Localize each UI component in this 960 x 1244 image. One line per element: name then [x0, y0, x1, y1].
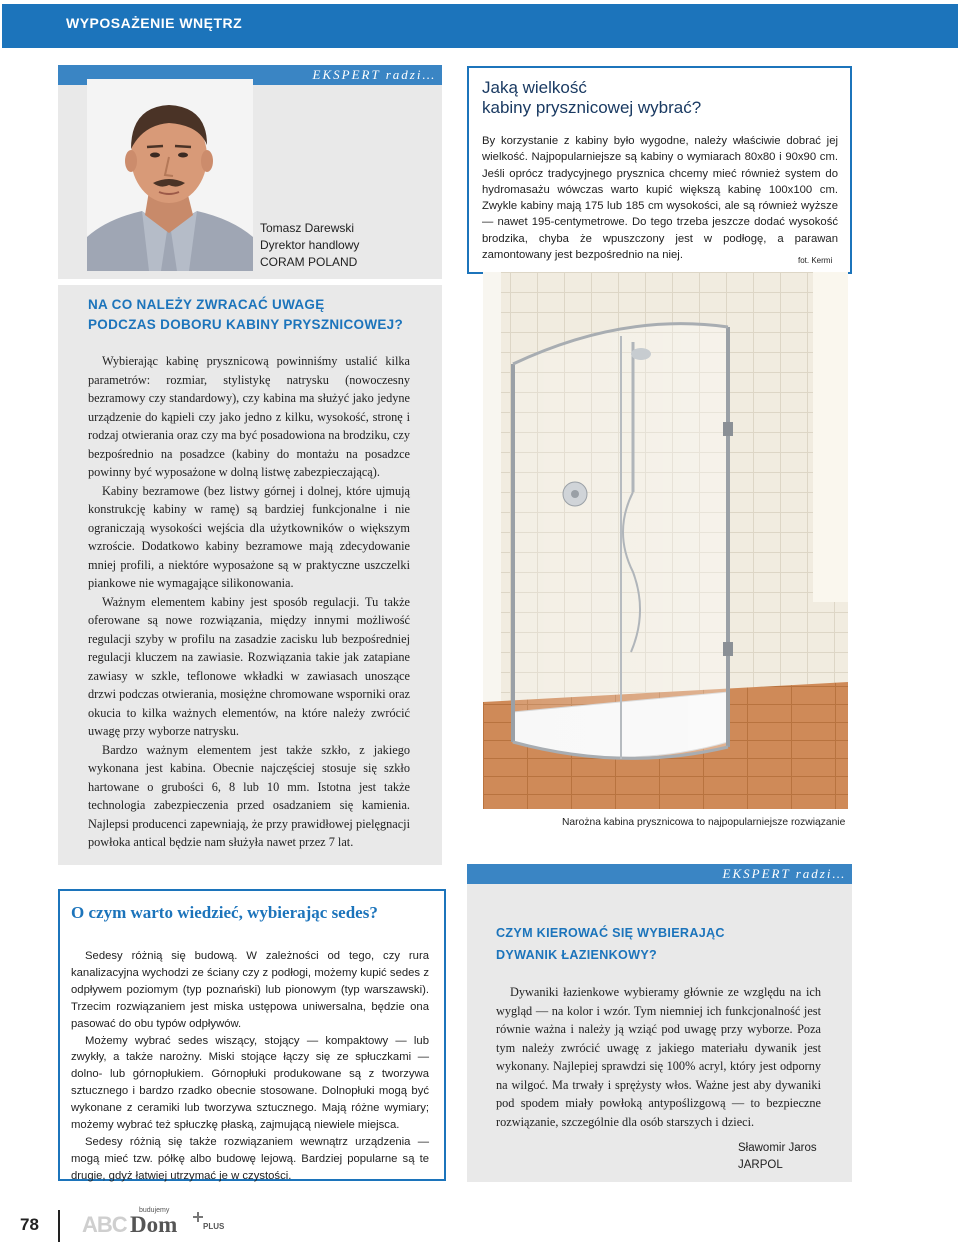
signature-name: Sławomir Jaros [738, 1142, 817, 1154]
expert-portrait-photo [87, 79, 253, 271]
bath-mat-heading [496, 922, 836, 966]
expert-name: Tomasz Darewski [260, 221, 355, 235]
toilet-box-title: O czym warto wiedzieć, wybierając sedes? [71, 903, 378, 922]
photo-credit: fot. Kermi [798, 256, 833, 265]
shower-cabin-photo [483, 272, 848, 809]
expert-company: CORAM POLAND [260, 255, 358, 269]
expert-tag: EKSPERT radzi… [722, 866, 846, 881]
magazine-logo-small-text: budujemy [139, 1207, 170, 1214]
magazine-logo-abc: ABC [82, 1212, 127, 1237]
size-title-line1: Jaką wielkość [482, 78, 587, 97]
toilet-paragraph: Sedesy różnią się także rozwiązaniem wewnątrz urządzenia — mogą mieć tzw. półkę albo budowę lejową. Bardziej popularne są te drugie, gdyż łatwiej utrzymać je w czystości. [71, 1135, 429, 1182]
bath-mat-heading-line1: CZYM KIEROWAĆ SIĘ WYBIERAJĄC [496, 926, 725, 940]
size-title-line2: kabiny prysznicowej wybrać? [482, 98, 702, 117]
bath-mat-body [496, 983, 821, 1131]
article-heading-line1: NA CO NALEŻY ZWRACAĆ UWAGĘ [88, 297, 325, 312]
article-paragraph: Bardzo ważnym elementem jest także szkło, z jakiego wykonana jest kabina. Obecnie najczęściej stosuje się szkło hartowane o grubości 6, 8 lub 10 mm. Istotna jest także technologia zabezpieczenia przed osadzaniem się kamienia. Najlepsi producenci zapewniają, że przy prawidłowej pielęgnacji powłoka antical będzie nam służyła nawet przez 7 lat. [88, 742, 410, 849]
article-body [88, 352, 410, 852]
toilet-box-body [71, 948, 429, 1185]
section-title: WYPOSAŻENIE WNĘTRZ [66, 15, 243, 31]
expert-position: Dyrektor handlowy [260, 238, 360, 252]
bath-mat-paragraph: Dywaniki łazienkowe wybieramy głównie ze względu na ich wygląd — na kolor i wzór. Tym niemniej ich funkcjonalność jest równie ważna i należy ją wziąć pod uwagę przy wyborze. Poza tym należy zwrócić uwagę z jakiego materiału dywanik jest wykonany. Najlepiej sprawdzi się 100% acryl, który jest odporny na wilgoć. Ma trwały i sprężysty włos. Ważne jest aby dywaniki pod spodem miały powłoką antypoślizgową — to bezpieczne rozwiązanie, szczególnie dla osób starszych i dzieci. [496, 985, 821, 1129]
article-paragraph: Kabiny bezramowe (bez listwy górnej i dolnej, które ujmują konstrukcję kabiny w ramę) są bardziej funkcjonalne i nie ograniczają wysokości wejścia dla użytkowników o większym wzroście. Dodatkowo kabiny bezramowe mają zdecydowanie mniej profili, a niektóre wyposażone są w praktyczne uszczelki piankowe nie wymagające silikonowania. [88, 483, 410, 590]
bath-mat-heading-line2: DYWANIK ŁAZIENKOWY? [496, 948, 658, 962]
signature-company: JARPOL [738, 1159, 783, 1171]
footer-divider [58, 1210, 60, 1242]
toilet-paragraph: Możemy wybrać sedes wiszący, stojący — kompaktowy — lub zwykły, a także narożny. Miski stojące łączy się ze spłuczkami — dolno- lub górnopłukiem. Górnopłuki produkowane są z tworzywa sztucznego i bardzo rzadko obecnie stosowane. Dolnopłuki mogą być wykonane z ceramiki lub tworzywa sztucznego. Mają różne wymiary; możemy wybrać też spłuczkę płaską, zajmującą niewiele miejsca. [71, 1034, 429, 1132]
size-box-title [482, 78, 842, 118]
size-box-body: By korzystanie z kabiny było wygodne, należy właściwie dobrać jej wielkość. Najpopularniejsze są kabiny o wymiarach 80x80 i 90x90 cm. Jeśli oprócz tradycyjnego prysznica chcemy mieć również system do hydromasażu wówczas warto kupić większą kabinę 100x100 cm. Zwykle kabiny mają 175 lub 185 cm wysokości, ale są również wyższe — nawet 195-centymetrowe. Do tego trzeba jeszcze dodać wysokość brodzika, chyba że wpuszczony jest w podłogę, a parawan zamontowany jest bezpośrednio na niej. [482, 135, 838, 262]
article-paragraph: Ważnym elementem kabiny jest sposób regulacji. Tu także oferowane są nowe rozwiązania, między innymi możliwość regulacji szyby w profilu na zasadzie zacisku lub bezpośredniej regulacji kluczem na zawiasie. Rozwiązania takie jak zatapiane zawiasy w szkle, teflonowe wkładki w zawiasach unoszące drzwi podczas otwierania, mosiężne chromowane wsporniki oraz okucia to kilka ważnych elementów, na które należy zwrócić uwagę przy wyborze natrysku. [88, 594, 410, 738]
article-heading-line2: PODCZAS DOBORU KABINY PRYSZNICOWEJ? [88, 317, 404, 332]
magazine-logo-plus: PLUS [203, 1222, 225, 1231]
expert-tag-bar [467, 864, 852, 884]
page-number: 78 [20, 1215, 39, 1234]
magazine-logo-dom: Dom [130, 1212, 178, 1237]
expert-tag: EKSPERT radzi… [312, 67, 436, 82]
toilet-paragraph: Sedesy różnią się budową. W zależności od tego, czy rura kanalizacyjna wychodzi ze ściany czy z podłogi, możemy kupić sedes z odpływem poziomym (typ poznański) lub pionowym (typ warszawski). Trzecim rozwiązaniem jest miska ustępowa uniwersalna, będzie ona pasować do obu typów odpływów. [71, 950, 429, 1030]
article-paragraph: Wybierając kabinę prysznicową powinniśmy ustalić kilka parametrów: rozmiar, stylistykę natrysku (nowoczesny bezramowy czy standardowy), czy kabina ma służyć jako jedyne urządzenie do kąpieli czy jako jedno z kilku, wysokość, stronę i rodzaj otwierania oraz czy ma być posadowiona na brodziku, czy bezpośrednio na posadzce (kabiny do montażu na posadzce powinny być wyposażone w dolną listwę zabezpieczającą). [88, 354, 410, 479]
article-heading [88, 295, 428, 335]
photo-caption: Narożna kabina prysznicowa to najpopularniejsze rozwiązanie [562, 817, 846, 828]
